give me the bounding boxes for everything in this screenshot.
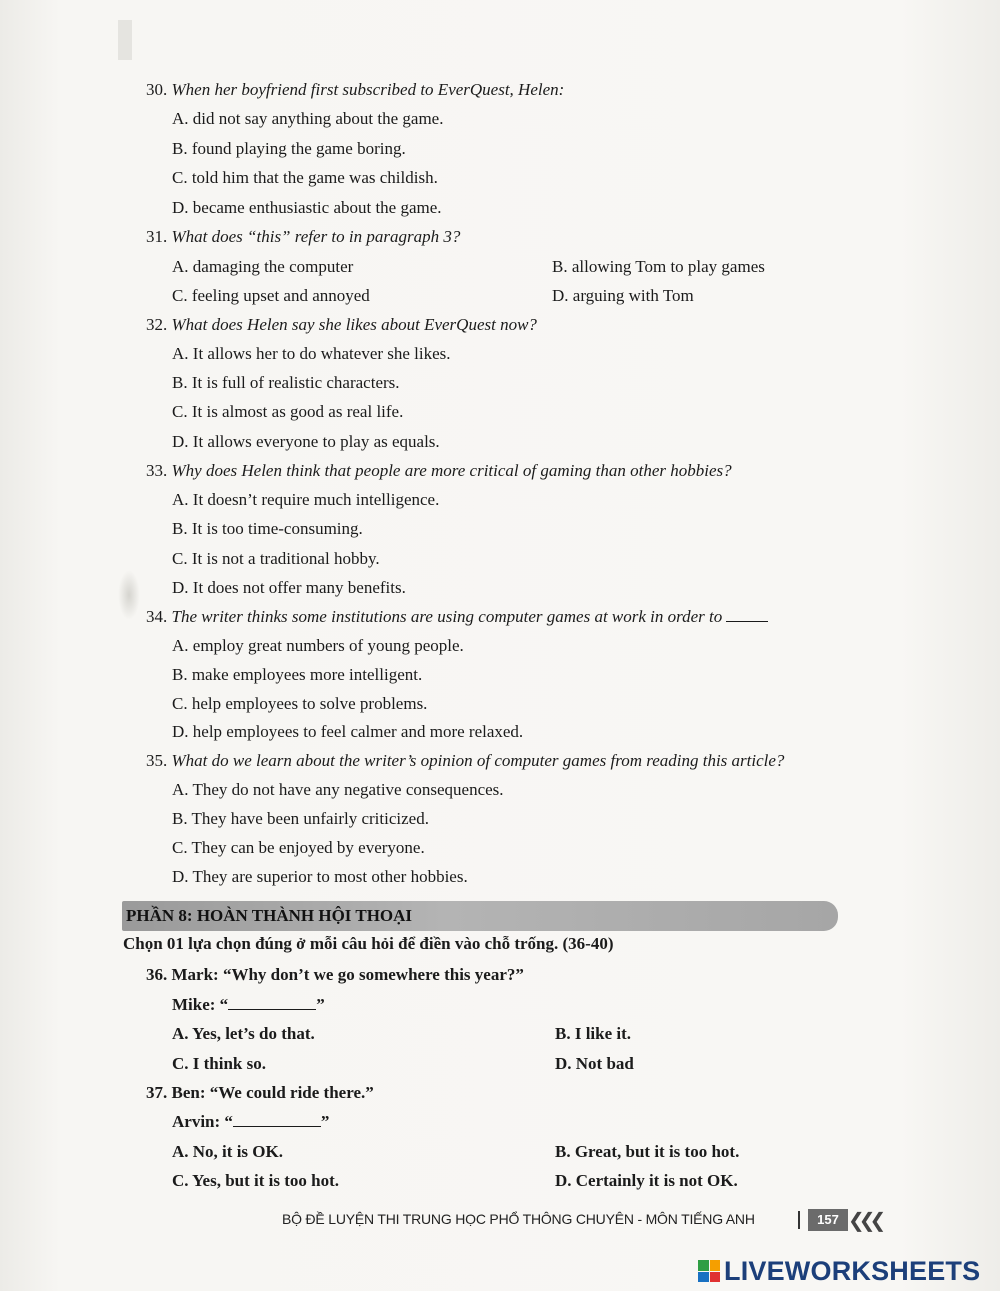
question-number: 32. <box>146 315 168 334</box>
option-36-c: C. I think so. <box>172 1054 267 1073</box>
option-34-a: A. employ great numbers of young people. <box>172 636 464 655</box>
option-32-b: B. It is full of realistic characters. <box>172 373 400 392</box>
question-stem: What does “this” refer to in paragraph 3? <box>171 227 461 246</box>
answer-blank[interactable] <box>228 995 316 1010</box>
option-30-a: A. did not say anything about the game. <box>172 109 444 128</box>
option-37-b: B. Great, but it is too hot. <box>555 1142 740 1161</box>
question-31 <box>146 226 460 248</box>
section-instruction: Chọn 01 lựa chọn đúng ở mỗi câu hỏi để điền vào chỗ trống. (36-40) <box>123 934 614 953</box>
question-number: 36. <box>146 965 168 984</box>
response-37 <box>172 1111 329 1133</box>
option-33-d: D. It does not offer many benefits. <box>172 578 406 597</box>
footer-divider <box>798 1211 800 1229</box>
response-suffix: ” <box>316 995 325 1014</box>
response-prefix: Mike: “ <box>172 995 229 1014</box>
question-number: 34. <box>146 607 168 626</box>
question-stem: What does Helen say she likes about EverQuest now? <box>171 315 537 334</box>
page-footer <box>282 1207 880 1235</box>
question-number: 35. <box>146 751 168 770</box>
question-32 <box>146 314 537 336</box>
answer-blank <box>726 607 768 622</box>
option-36-d: D. Not bad <box>555 1054 634 1073</box>
question-stem: What do we learn about the writer’s opinion of computer games from reading this article? <box>171 751 785 770</box>
footer-book-title: BỘ ĐỀ LUYỆN THI TRUNG HỌC PHỔ THÔNG CHUYÊN - MÔN TIẾNG ANH <box>282 1211 755 1227</box>
option-30-b: B. found playing the game boring. <box>172 139 406 158</box>
option-34-c: C. help employees to solve problems. <box>172 694 428 713</box>
question-35 <box>146 750 784 772</box>
page-number: 157 <box>808 1209 848 1231</box>
option-33-b: B. It is too time-consuming. <box>172 519 363 538</box>
option-35-a: A. They do not have any negative consequences. <box>172 780 504 799</box>
question-stem: Why does Helen think that people are more critical of gaming than other hobbies? <box>171 461 732 480</box>
option-31-c: C. feeling upset and annoyed <box>172 286 370 305</box>
option-35-d: D. They are superior to most other hobbies. <box>172 867 468 886</box>
option-32-a: A. It allows her to do whatever she likes. <box>172 344 451 363</box>
option-37-a: A. No, it is OK. <box>172 1142 283 1161</box>
question-34 <box>146 606 768 628</box>
question-30 <box>146 79 564 101</box>
liveworksheets-watermark <box>698 1256 980 1286</box>
logo-square-red <box>710 1272 721 1283</box>
dialogue-36 <box>146 964 524 986</box>
liveworksheets-logo-icon <box>698 1260 720 1282</box>
logo-square-green <box>698 1260 709 1271</box>
question-33 <box>146 460 732 482</box>
option-31-a: A. damaging the computer <box>172 257 354 276</box>
question-number: 33. <box>146 461 168 480</box>
option-36-b: B. I like it. <box>555 1024 632 1043</box>
question-number: 30. <box>146 80 168 99</box>
chevron-left-icon: ❮❮❮ <box>848 1208 881 1232</box>
answer-blank[interactable] <box>233 1112 321 1127</box>
option-31-b: B. allowing Tom to play games <box>552 257 765 276</box>
speaker-line: Ben: “We could ride there.” <box>171 1083 374 1102</box>
logo-square-blue <box>698 1272 709 1283</box>
option-33-a: A. It doesn’t require much intelligence. <box>172 490 440 509</box>
question-stem: The writer thinks some institutions are using computer games at work in order to <box>171 607 723 626</box>
response-suffix: ” <box>320 1112 330 1131</box>
question-number: 37. <box>146 1083 168 1102</box>
option-31-d: D. arguing with Tom <box>552 286 694 305</box>
option-34-d: D. help employees to feel calmer and more relaxed. <box>172 722 524 741</box>
option-32-d: D. It allows everyone to play as equals. <box>172 432 440 451</box>
section-title: PHẦN 8: HOÀN THÀNH HỘI THOẠI <box>126 906 413 925</box>
dialogue-37 <box>146 1082 374 1104</box>
question-stem: When her boyfriend first subscribed to EverQuest, Helen: <box>171 80 565 99</box>
option-35-c: C. They can be enjoyed by everyone. <box>172 838 425 857</box>
logo-square-orange <box>710 1260 721 1271</box>
binding-shadow <box>118 20 132 60</box>
option-32-c: C. It is almost as good as real life. <box>172 402 404 421</box>
response-prefix: Arvin: “ <box>172 1112 233 1131</box>
watermark-text: LIVEWORKSHEETS <box>724 1255 981 1286</box>
question-number: 31. <box>146 227 168 246</box>
response-36 <box>172 994 325 1016</box>
option-37-c: C. Yes, but it is too hot. <box>172 1171 340 1190</box>
option-35-b: B. They have been unfairly criticized. <box>172 809 429 828</box>
option-33-c: C. It is not a traditional hobby. <box>172 549 380 568</box>
option-34-b: B. make employees more intelligent. <box>172 665 423 684</box>
option-30-d: D. became enthusiastic about the game. <box>172 198 442 217</box>
speaker-line: Mark: “Why don’t we go somewhere this year?” <box>171 965 524 984</box>
option-36-a: A. Yes, let’s do that. <box>172 1024 315 1043</box>
option-30-c: C. told him that the game was childish. <box>172 168 438 187</box>
page-smudge <box>118 570 140 620</box>
option-37-d: D. Certainly it is not OK. <box>555 1171 738 1190</box>
